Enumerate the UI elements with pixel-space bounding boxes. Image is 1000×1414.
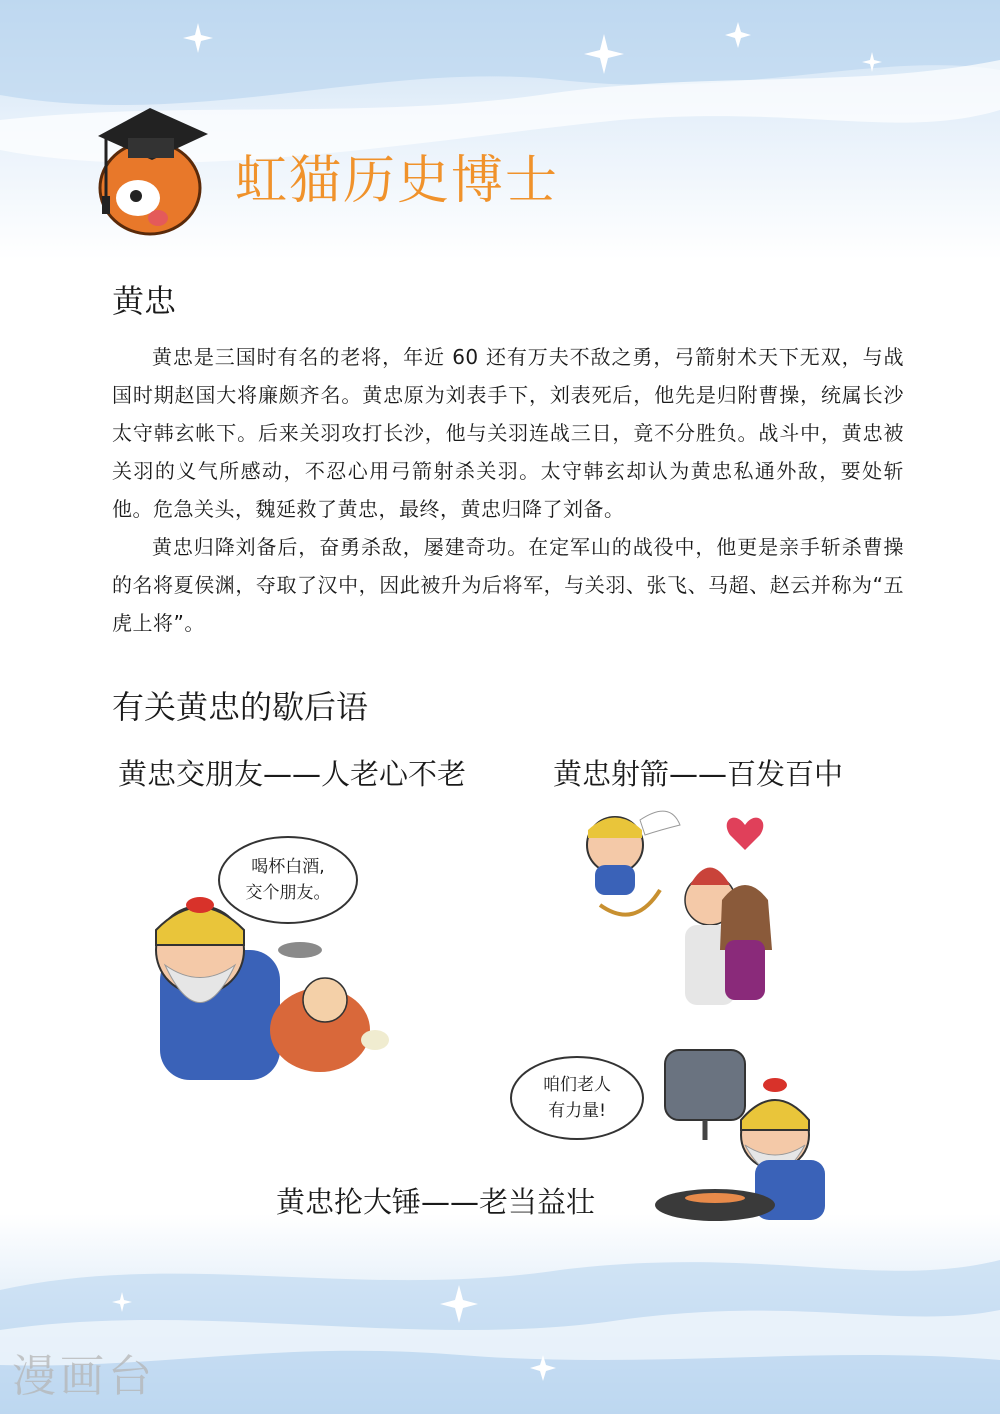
- huangzhong-archery-illustration: [560, 790, 800, 1020]
- sayings-section-title: 有关黄忠的歇后语: [112, 688, 369, 726]
- saying-item: 黄忠抡大锤——老当益壮: [276, 1185, 596, 1219]
- article-paragraph: 黄忠是三国时有名的老将，年近 60 还有万夫不敌之勇，弓箭射术天下无双，与战国时期赵国大将廉颇齐名。黄忠原为刘表手下，刘表死后，他先是归附曹操，统属长沙太守韩玄帐下。后来关羽攻打长沙，他与关羽连战三日，竟不分胜负。战斗中，黄忠被关羽的义气所感动，不忍心用弓箭射杀关羽。太守韩玄却认为黄忠私通外敌，要处斩他。危急关头，魏延救了黄忠，最终，黄忠归降了刘备。: [112, 345, 904, 521]
- article-body: [112, 338, 904, 642]
- watermark-text: 漫画台: [12, 1351, 156, 1402]
- saying-item: 黄忠交朋友——人老心不老: [118, 757, 467, 791]
- saying-item: 黄忠射箭——百发百中: [553, 757, 844, 791]
- bubble-text: 交个朋友。: [245, 883, 331, 903]
- bubble-text: 有力量!: [548, 1101, 606, 1121]
- bubble-text: 咱们老人: [543, 1075, 611, 1095]
- mascot-cat-scholar-icon: [88, 98, 218, 248]
- article-title: 黄忠: [112, 282, 177, 320]
- huangzhong-toasting-illustration: [120, 890, 390, 1090]
- bubble-text: 喝杯白酒,: [251, 857, 325, 877]
- article-paragraph: 黄忠归降刘备后，奋勇杀敌，屡建奇功。在定军山的战役中，他更是亲手斩杀曹操的名将夏侯渊，夺取了汉中，因此被升为后将军，与关羽、张飞、马超、赵云并称为“五虎上将”。: [112, 535, 904, 635]
- speech-bubble: [510, 1056, 644, 1140]
- page-header-title: 虹猫历史博士: [235, 151, 560, 211]
- huangzhong-hammer-illustration: [645, 1030, 845, 1235]
